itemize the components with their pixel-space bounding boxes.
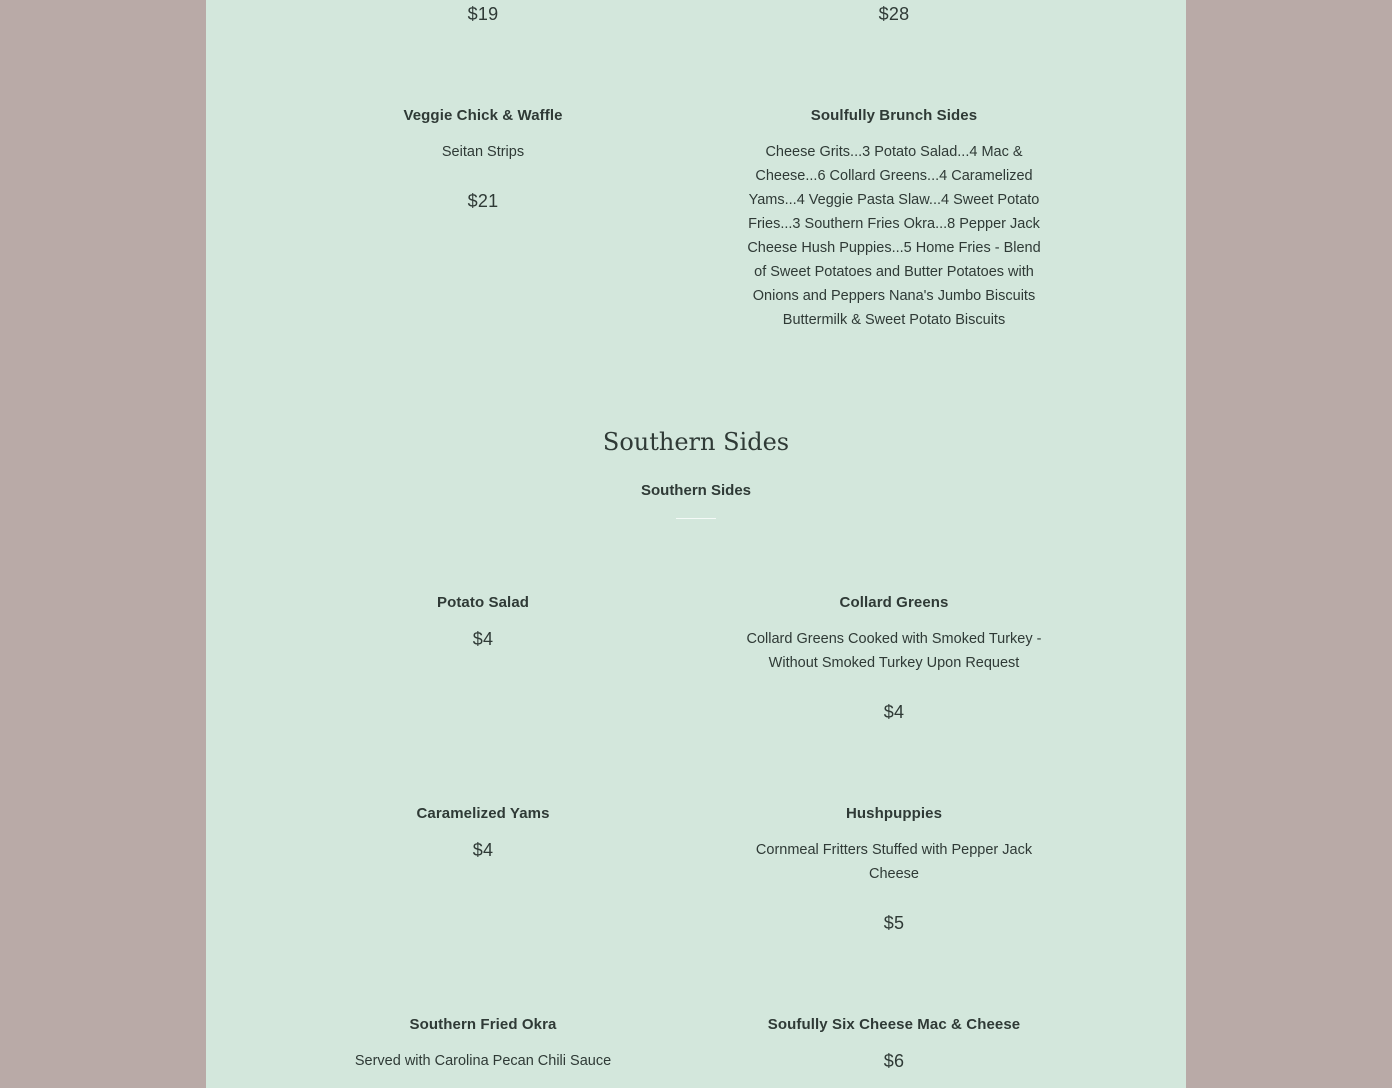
menu-item-price: $6	[883, 1051, 905, 1071]
menu-item-name: Soulfully Brunch Sides	[810, 107, 978, 124]
menu-item-name: Hushpuppies	[845, 805, 943, 822]
menu-item-price: $4	[472, 629, 494, 649]
menu-item-name: Caramelized Yams	[416, 805, 550, 822]
menu-item-name: Collard Greens	[839, 594, 949, 611]
menu-item-name: Soufully Six Cheese Mac & Cheese	[767, 1016, 1021, 1033]
menu-item-price: $4	[883, 702, 905, 722]
menu-item-price: $4	[472, 840, 494, 860]
menu-item-description: Served with Carolina Pecan Chili Sauce	[354, 1053, 612, 1069]
menu-item-price: $5	[883, 913, 905, 933]
menu-item-description: Cornmeal Fritters Stuffed with Pepper Jack Cheese	[755, 842, 1033, 882]
menu-item-name: Potato Salad	[436, 594, 530, 611]
section-divider	[676, 518, 716, 519]
menu-item-price: $28	[878, 4, 910, 24]
menu-item-description: Collard Greens Cooked with Smoked Turkey - Without Smoked Turkey Upon Request	[746, 631, 1042, 671]
menu-item-price: $19	[467, 4, 499, 24]
section-subtitle: Southern Sides	[640, 482, 752, 499]
menu-item-name: Veggie Chick & Waffle	[403, 107, 563, 124]
menu-item-name: Southern Fried Okra	[409, 1016, 557, 1033]
menu-item-description: Seitan Strips	[441, 144, 525, 160]
menu-item-price: $21	[467, 191, 499, 211]
menu-panel	[206, 0, 1186, 1088]
menu-item-description: Cheese Grits...3 Potato Salad...4 Mac & Cheese...6 Collard Greens...4 Caramelized Yams...4 Veggie Pasta Slaw...4 Sweet Potato Fries...3 Southern Fries Okra...8 Pepper Jack Cheese Hush Puppies...5 Home Fries - Blend of Sweet Potatoes and Butter Potatoes with Onions and Peppers Nana's Jumbo Biscuits Buttermilk & Sweet Potato Biscuits	[747, 144, 1041, 328]
section-title: Southern Sides	[602, 428, 790, 456]
